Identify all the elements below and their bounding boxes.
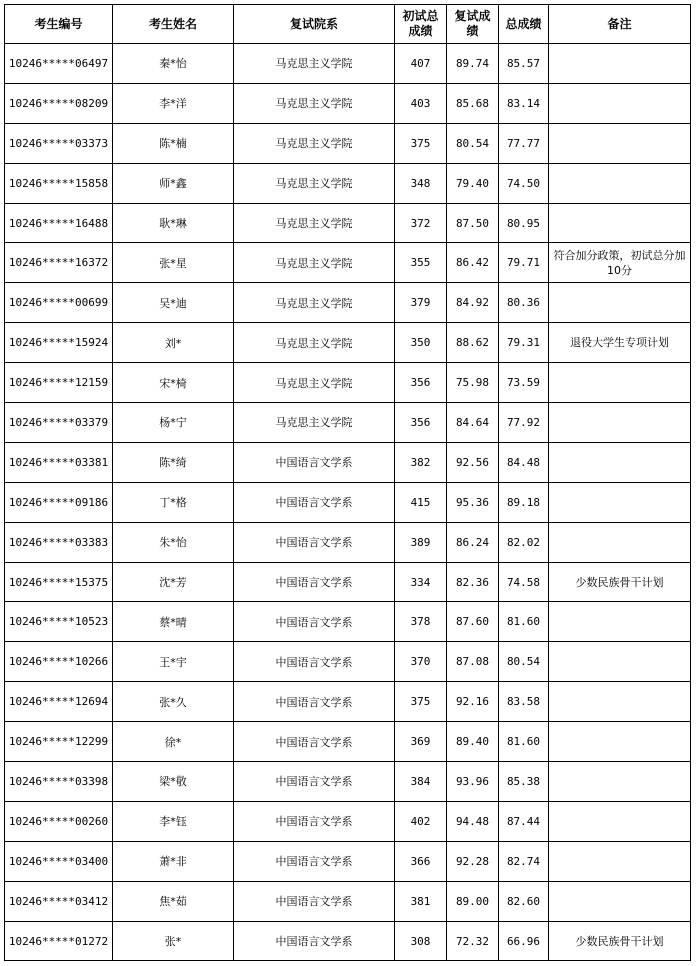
cell-note: 少数民族骨干计划 [549,562,691,602]
cell-retest: 72.32 [447,921,499,961]
cell-dept: 中国语言文学系 [234,762,395,802]
cell-note [549,283,691,323]
cell-name: 师*鑫 [113,163,234,203]
cell-dept: 中国语言文学系 [234,482,395,522]
cell-dept: 中国语言文学系 [234,442,395,482]
cell-dept: 中国语言文学系 [234,722,395,762]
cell-dept: 马克思主义学院 [234,203,395,243]
cell-note [549,522,691,562]
cell-retest: 89.74 [447,44,499,84]
cell-id: 10246*****12159 [5,363,113,403]
header-initial-line2: 成绩 [408,24,433,38]
table-row [5,801,691,841]
cell-initial: 366 [395,841,447,881]
cell-total: 84.48 [499,442,549,482]
cell-retest: 75.98 [447,363,499,403]
cell-id: 10246*****10523 [5,602,113,642]
cell-retest: 87.50 [447,203,499,243]
cell-initial: 402 [395,801,447,841]
cell-name: 吴*迪 [113,283,234,323]
table-row [5,682,691,722]
cell-initial: 355 [395,243,447,283]
cell-name: 李*钰 [113,801,234,841]
cell-name: 刘* [113,323,234,363]
cell-id: 10246*****00699 [5,283,113,323]
cell-note [549,403,691,443]
cell-dept: 马克思主义学院 [234,44,395,84]
cell-id: 10246*****15858 [5,163,113,203]
cell-note [549,881,691,921]
table-row [5,283,691,323]
cell-name: 蔡*晴 [113,602,234,642]
table-header [5,5,691,44]
cell-initial: 369 [395,722,447,762]
cell-dept: 马克思主义学院 [234,243,395,283]
table-row [5,562,691,602]
cell-retest: 79.40 [447,163,499,203]
cell-note [549,801,691,841]
table-row [5,403,691,443]
table-row [5,482,691,522]
header-initial [395,5,447,44]
cell-name: 宋*椅 [113,363,234,403]
table-row [5,203,691,243]
cell-name: 沈*芳 [113,562,234,602]
cell-total: 66.96 [499,921,549,961]
cell-dept: 中国语言文学系 [234,602,395,642]
cell-total: 85.57 [499,44,549,84]
cell-name: 朱*怡 [113,522,234,562]
cell-retest: 92.16 [447,682,499,722]
table-row [5,762,691,802]
table-row [5,323,691,363]
cell-note [549,602,691,642]
cell-name: 杨*宁 [113,403,234,443]
cell-name: 张* [113,921,234,961]
table-row [5,722,691,762]
cell-total: 79.31 [499,323,549,363]
cell-note [549,482,691,522]
cell-initial: 356 [395,403,447,443]
cell-id: 10246*****12694 [5,682,113,722]
cell-id: 10246*****01272 [5,921,113,961]
cell-note [549,163,691,203]
cell-dept: 中国语言文学系 [234,682,395,722]
cell-initial: 384 [395,762,447,802]
header-total: 总成绩 [499,5,549,44]
cell-retest: 92.28 [447,841,499,881]
cell-retest: 93.96 [447,762,499,802]
cell-note [549,203,691,243]
cell-initial: 379 [395,283,447,323]
cell-dept: 中国语言文学系 [234,522,395,562]
table-row [5,921,691,961]
cell-total: 83.58 [499,682,549,722]
cell-name: 陈*楠 [113,123,234,163]
cell-total: 82.02 [499,522,549,562]
cell-total: 82.74 [499,841,549,881]
header-initial-line1: 初试总 [402,9,439,23]
cell-initial: 403 [395,83,447,123]
cell-dept: 马克思主义学院 [234,123,395,163]
cell-total: 89.18 [499,482,549,522]
header-retest [447,5,499,44]
cell-total: 83.14 [499,83,549,123]
cell-note [549,442,691,482]
cell-dept: 马克思主义学院 [234,283,395,323]
table-row [5,602,691,642]
header-retest-line1: 复试成 [454,9,491,23]
cell-retest: 87.08 [447,642,499,682]
cell-dept: 马克思主义学院 [234,83,395,123]
cell-id: 10246*****03400 [5,841,113,881]
cell-name: 陈*绮 [113,442,234,482]
cell-total: 74.50 [499,163,549,203]
cell-initial: 370 [395,642,447,682]
cell-initial: 378 [395,602,447,642]
cell-id: 10246*****03383 [5,522,113,562]
cell-note [549,363,691,403]
cell-retest: 85.68 [447,83,499,123]
cell-total: 80.36 [499,283,549,323]
cell-total: 81.60 [499,602,549,642]
cell-name: 萧*非 [113,841,234,881]
cell-id: 10246*****09186 [5,482,113,522]
cell-note [549,722,691,762]
cell-retest: 82.36 [447,562,499,602]
cell-note: 少数民族骨干计划 [549,921,691,961]
cell-name: 张*久 [113,682,234,722]
cell-id: 10246*****15924 [5,323,113,363]
cell-initial: 375 [395,123,447,163]
cell-id: 10246*****03373 [5,123,113,163]
cell-dept: 中国语言文学系 [234,642,395,682]
cell-id: 10246*****10266 [5,642,113,682]
cell-total: 79.71 [499,243,549,283]
cell-total: 80.54 [499,642,549,682]
cell-note [549,44,691,84]
table-row [5,522,691,562]
table-row [5,123,691,163]
cell-id: 10246*****03412 [5,881,113,921]
cell-initial: 407 [395,44,447,84]
cell-initial: 389 [395,522,447,562]
cell-retest: 86.42 [447,243,499,283]
header-retest-line2: 绩 [466,24,479,38]
cell-retest: 94.48 [447,801,499,841]
cell-id: 10246*****15375 [5,562,113,602]
cell-retest: 88.62 [447,323,499,363]
cell-id: 10246*****03398 [5,762,113,802]
cell-total: 77.92 [499,403,549,443]
cell-retest: 87.60 [447,602,499,642]
cell-name: 梁*敬 [113,762,234,802]
cell-initial: 334 [395,562,447,602]
header-row [5,5,691,44]
cell-retest: 89.40 [447,722,499,762]
cell-note [549,123,691,163]
cell-note: 退役大学生专项计划 [549,323,691,363]
table-row [5,243,691,283]
header-note: 备注 [549,5,691,44]
table-row [5,163,691,203]
cell-note [549,762,691,802]
cell-id: 10246*****03381 [5,442,113,482]
cell-note [549,682,691,722]
cell-dept: 中国语言文学系 [234,881,395,921]
cell-dept: 中国语言文学系 [234,841,395,881]
table-row [5,363,691,403]
cell-retest: 84.64 [447,403,499,443]
cell-initial: 381 [395,881,447,921]
cell-name: 徐* [113,722,234,762]
cell-dept: 中国语言文学系 [234,801,395,841]
cell-note [549,841,691,881]
table-row [5,642,691,682]
cell-total: 73.59 [499,363,549,403]
cell-retest: 89.00 [447,881,499,921]
header-dept: 复试院系 [234,5,395,44]
cell-initial: 348 [395,163,447,203]
cell-total: 87.44 [499,801,549,841]
cell-id: 10246*****03379 [5,403,113,443]
cell-dept: 马克思主义学院 [234,363,395,403]
cell-name: 张*星 [113,243,234,283]
cell-initial: 308 [395,921,447,961]
cell-dept: 马克思主义学院 [234,323,395,363]
cell-initial: 350 [395,323,447,363]
header-id: 考生编号 [5,5,113,44]
cell-dept: 中国语言文学系 [234,562,395,602]
cell-name: 耿*琳 [113,203,234,243]
cell-total: 85.38 [499,762,549,802]
cell-initial: 382 [395,442,447,482]
cell-name: 秦*怡 [113,44,234,84]
cell-id: 10246*****16488 [5,203,113,243]
cell-name: 丁*格 [113,482,234,522]
header-name: 考生姓名 [113,5,234,44]
cell-id: 10246*****00260 [5,801,113,841]
cell-retest: 80.54 [447,123,499,163]
cell-id: 10246*****08209 [5,83,113,123]
cell-total: 77.77 [499,123,549,163]
score-table [4,4,691,961]
cell-retest: 95.36 [447,482,499,522]
table-row [5,841,691,881]
cell-id: 10246*****06497 [5,44,113,84]
table-row [5,83,691,123]
cell-dept: 中国语言文学系 [234,921,395,961]
cell-note [549,83,691,123]
cell-initial: 356 [395,363,447,403]
cell-total: 80.95 [499,203,549,243]
cell-retest: 92.56 [447,442,499,482]
cell-note: 符合加分政策，初试总分加10分 [549,243,691,283]
table-body [5,44,691,961]
cell-dept: 马克思主义学院 [234,163,395,203]
cell-initial: 415 [395,482,447,522]
cell-initial: 375 [395,682,447,722]
table-row [5,881,691,921]
cell-total: 81.60 [499,722,549,762]
cell-retest: 86.24 [447,522,499,562]
cell-name: 王*宇 [113,642,234,682]
cell-retest: 84.92 [447,283,499,323]
table-row [5,44,691,84]
cell-id: 10246*****16372 [5,243,113,283]
cell-note [549,642,691,682]
cell-name: 焦*茹 [113,881,234,921]
table-row [5,442,691,482]
cell-total: 74.58 [499,562,549,602]
cell-dept: 马克思主义学院 [234,403,395,443]
cell-initial: 372 [395,203,447,243]
cell-name: 李*洋 [113,83,234,123]
cell-id: 10246*****12299 [5,722,113,762]
cell-total: 82.60 [499,881,549,921]
